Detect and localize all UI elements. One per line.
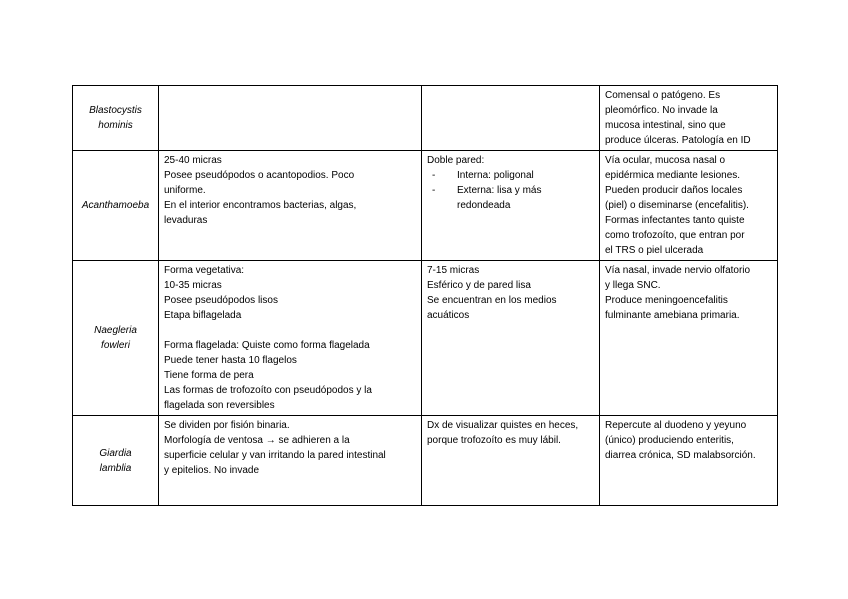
cell-text-line: levaduras — [164, 215, 208, 226]
trofozoito-cell — [159, 261, 422, 416]
parasites-table — [72, 85, 778, 506]
cell-text-line: Etapa biflagelada — [164, 310, 242, 321]
cell-text-line: Forma vegetativa: — [164, 265, 245, 276]
cell-text-line: 25-40 micras — [164, 155, 222, 166]
table-row — [73, 86, 778, 151]
cell-text-line: 7-15 micras — [427, 265, 480, 276]
cell-text-line: y llega SNC. — [605, 280, 661, 291]
quiste-cell — [422, 151, 600, 261]
organism-name-line: hominis — [98, 120, 133, 131]
cell-text-line: flagelada son reversibles — [164, 400, 275, 411]
cell-text-line: como trofozoíto, que entran por — [605, 230, 745, 241]
list-item-text: Externa: lisa y más — [457, 185, 542, 196]
cell-text-line: epidérmica mediante lesiones. — [605, 170, 741, 181]
cell-text-line: Doble pared: — [427, 155, 485, 166]
table-row — [73, 416, 778, 506]
quiste-cell — [422, 86, 600, 151]
cell-text-line: uniforme. — [164, 185, 206, 196]
organism-name-cell — [73, 151, 159, 261]
organism-name-line: Acanthamoeba — [81, 200, 150, 211]
organism-name-line: Giardia — [99, 447, 132, 459]
list-item — [427, 168, 594, 183]
spacer — [164, 323, 416, 338]
organism-name-line: fowleri — [101, 340, 130, 351]
cell-text-line: acuáticos — [427, 310, 470, 321]
trofozoito-cell — [159, 151, 422, 261]
cell-text-line: Forma flagelada: Quiste como forma flagelada — [164, 340, 370, 351]
cell-text-line: Se encuentran en los medios — [427, 295, 557, 306]
cell-text-line: porque trofozoíto es muy lábil. — [427, 435, 561, 446]
cell-text-line: produce úlceras. Patología en ID — [605, 135, 751, 146]
organism-name-cell — [73, 261, 159, 416]
organism-name-cell — [73, 416, 159, 506]
cell-text-line: (piel) o diseminarse (encefalitis). — [605, 200, 749, 211]
cell-text-line: Posee pseudópodos lisos — [164, 295, 278, 306]
cell-text-line: Produce meningoencefalitis — [605, 295, 728, 306]
clinical-cell — [600, 261, 778, 416]
cell-text-line: fulminante amebiana primaria. — [605, 310, 740, 321]
quiste-cell — [422, 261, 600, 416]
table-row — [73, 261, 778, 416]
cell-text-line: y epitelios. No invade — [164, 465, 260, 476]
cell-text-line: Tiene forma de pera — [164, 370, 254, 381]
cell-text-line: Pueden producir daños locales — [605, 185, 743, 196]
clinical-cell — [600, 416, 778, 506]
organism-name-cell — [73, 86, 159, 151]
list-item-continuation: redondeada — [457, 200, 511, 211]
cell-text-line: Posee pseudópodos o acantopodios. Poco — [164, 170, 355, 181]
cell-text-line: el TRS o piel ulcerada — [605, 245, 704, 256]
cell-text-line: 10-35 micras — [164, 280, 222, 291]
organism-name-line: lamblia — [99, 462, 132, 474]
cell-text-line: Repercute al duodeno y yeyuno — [605, 420, 747, 431]
clinical-cell — [600, 151, 778, 261]
trofozoito-cell — [159, 416, 422, 506]
cell-text-line: pleomórfico. No invade la — [605, 105, 718, 116]
cell-text-line: Dx de visualizar quistes en heces, — [427, 420, 579, 431]
cell-text-line: Vía nasal, invade nervio olfatorio — [605, 265, 751, 276]
cell-text-line: Comensal o patógeno. Es — [605, 90, 721, 101]
quiste-cell — [422, 416, 600, 506]
cell-text-line: Puede tener hasta 10 flagelos — [164, 355, 297, 366]
cell-text-line: Se dividen por fisión binaria. — [164, 420, 290, 431]
cell-text-line: diarrea crónica, SD malabsorción. — [605, 450, 756, 461]
cell-text-line: Formas infectantes tanto quiste — [605, 215, 745, 226]
cell-text-line: (único) produciendo enteritis, — [605, 435, 734, 446]
list-item — [427, 183, 594, 198]
cell-text-line: En el interior encontramos bacterias, algas, — [164, 200, 357, 211]
table-row — [73, 151, 778, 261]
cell-text-line: Vía ocular, mucosa nasal o — [605, 155, 726, 166]
organism-name-line: Blastocystis — [89, 105, 142, 116]
cell-text-line: mucosa intestinal, sino que — [605, 120, 726, 131]
cell-text-line: Las formas de trofozoíto con pseudópodos y la — [164, 385, 372, 396]
cell-text-line: Esférico y de pared lisa — [427, 280, 531, 291]
cell-text-line: Morfología de ventosa → se adhieren a la — [164, 435, 350, 446]
organism-name-line: Naegleria — [94, 325, 137, 336]
cell-text-line: superficie celular y van irritando la pared intestinal — [164, 450, 386, 461]
trofozoito-cell — [159, 86, 422, 151]
list-item-text: Interna: poligonal — [457, 170, 534, 181]
clinical-cell — [600, 86, 778, 151]
